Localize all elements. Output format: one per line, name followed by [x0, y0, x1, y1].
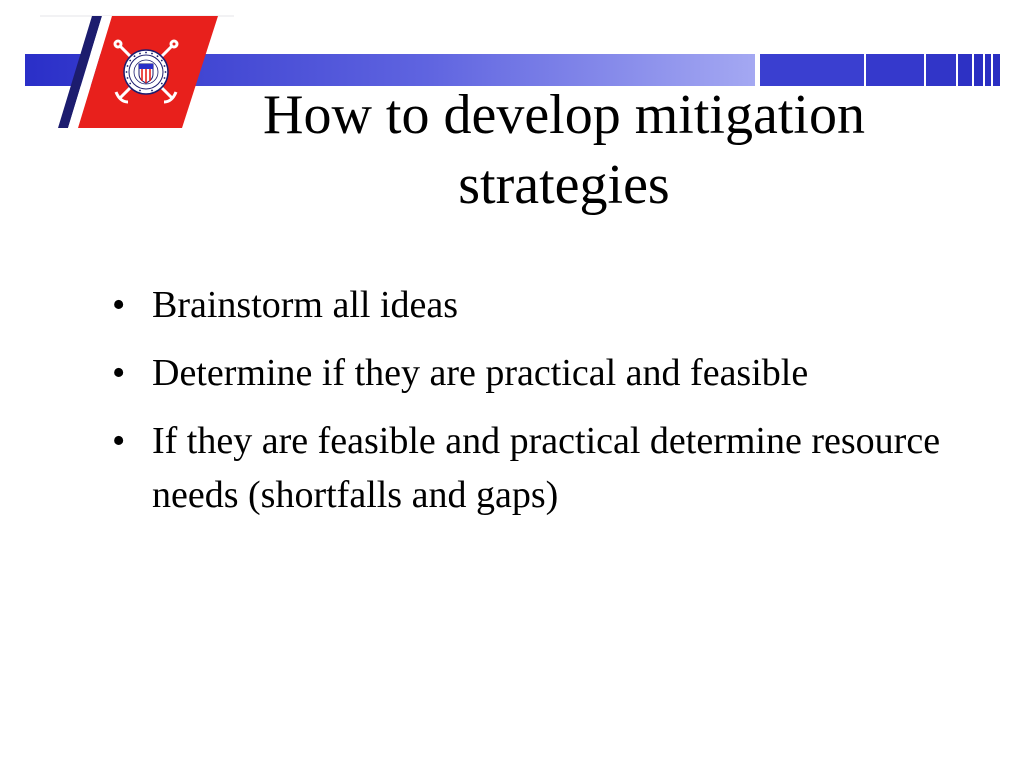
- bullet-item: [110, 346, 970, 400]
- bullet-marker: •: [112, 352, 126, 394]
- bullet-marker: •: [112, 420, 126, 462]
- coast-guard-seal-icon: [115, 41, 177, 102]
- bullet-item: [110, 278, 970, 332]
- bullet-text: If they are feasible and practical determine resource needs (shortfalls and gaps): [152, 420, 941, 516]
- bullet-item: [110, 414, 970, 522]
- bullet-text: Determine if they are practical and feasible: [152, 352, 809, 394]
- bullet-list: [110, 278, 970, 536]
- slide-title: How to develop mitigation strategies: [263, 84, 865, 216]
- bullet-marker: •: [112, 284, 126, 326]
- bullet-text: Brainstorm all ideas: [152, 284, 459, 326]
